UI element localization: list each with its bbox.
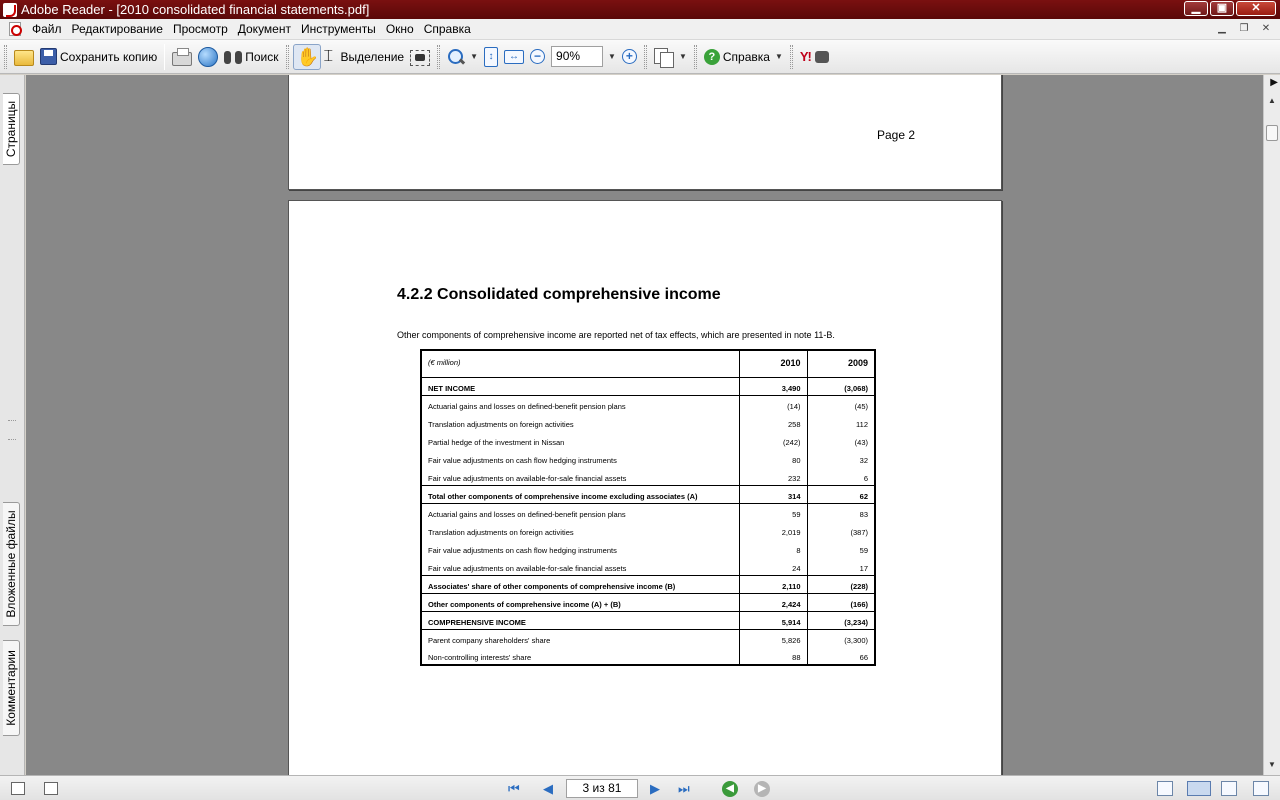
section-heading: 4.2.2 Consolidated comprehensive income (397, 286, 721, 303)
menu-edit[interactable]: Редактирование (71, 21, 163, 36)
document-view[interactable] (26, 75, 1263, 775)
column-header-2009: 2009 (807, 350, 875, 377)
adobe-reader-icon (3, 3, 17, 17)
table-header-row (421, 350, 875, 377)
pages-icon (654, 48, 674, 66)
value-2009: (387) (807, 521, 875, 539)
toolbar-grip[interactable] (437, 45, 440, 69)
document-window-controls (1214, 22, 1274, 36)
next-page-icon[interactable]: ▶ (650, 781, 660, 796)
chevron-down-icon[interactable]: ▼ (678, 52, 687, 61)
value-2010: 59 (739, 503, 807, 521)
binoculars-icon (224, 49, 242, 65)
value-2009: (3,300) (807, 629, 875, 647)
plus-icon: + (622, 49, 637, 64)
window-title: Adobe Reader - [2010 consolidated financial statements.pdf] (21, 2, 370, 17)
help-label: Справка (722, 49, 770, 64)
save-copy-label: Сохранить копию (60, 49, 158, 64)
value-2010: 2,424 (739, 593, 807, 611)
toolbar (0, 40, 1280, 74)
value-2009: 62 (807, 485, 875, 503)
navigation-panel (0, 75, 25, 775)
tab-attachments-label: Вложенные файлы (4, 510, 18, 618)
select-tool-button[interactable] (321, 44, 408, 70)
email-globe-icon (198, 47, 218, 67)
fit-page-icon: ↕ (484, 47, 498, 67)
value-2009: 83 (807, 503, 875, 521)
chevron-down-icon[interactable]: ▼ (608, 52, 616, 61)
open-button[interactable] (11, 44, 37, 70)
value-2010: 80 (739, 449, 807, 467)
value-2009: 17 (807, 557, 875, 575)
help-button[interactable] (701, 44, 786, 70)
panel-toggle-icon[interactable]: ▶ (1270, 77, 1278, 88)
table-row (421, 377, 875, 395)
scroll-thumb[interactable] (1266, 125, 1278, 141)
row-label: Translation adjustments on foreign activities (428, 528, 574, 537)
page-number-label: Page 2 (877, 128, 916, 142)
minus-icon: − (530, 49, 545, 64)
toolbar-grip[interactable] (694, 45, 697, 69)
row-label: NET INCOME (421, 377, 739, 395)
save-copy-button[interactable] (37, 44, 160, 70)
continuous-facing-icon[interactable] (1253, 781, 1269, 796)
value-2010: 314 (739, 485, 807, 503)
row-label: Non-controlling interests' share (428, 653, 532, 662)
print-button[interactable] (169, 44, 195, 70)
value-2009: 59 (807, 539, 875, 557)
menu-file[interactable]: Файл (32, 21, 62, 36)
tab-pages[interactable] (3, 93, 20, 165)
vertical-scrollbar[interactable] (1263, 75, 1280, 775)
fit-width-icon: ↔ (504, 50, 524, 64)
section-note: Other components of comprehensive income are reported net of tax effects, which are presented in note 11-B. (397, 330, 835, 340)
forward-icon[interactable]: ▶ (754, 781, 770, 797)
value-2009: 112 (807, 413, 875, 431)
value-2010: 2,110 (739, 575, 807, 593)
row-label: Fair value adjustments on cash flow hedging instruments (428, 456, 617, 465)
back-icon[interactable]: ◀ (722, 781, 738, 797)
row-label: Fair value adjustments on available-for-sale financial assets (428, 563, 627, 573)
toolbar-grip[interactable] (4, 45, 7, 69)
value-2010: 258 (739, 413, 807, 431)
page-number-input[interactable]: 3 из 81 (566, 779, 638, 798)
value-2010: (14) (739, 395, 807, 413)
value-2010: 232 (739, 467, 807, 485)
doc-close-button[interactable]: ✕ (1261, 23, 1271, 34)
previous-page-icon[interactable]: ◀ (543, 781, 553, 796)
table-row (421, 413, 875, 431)
table-row (421, 539, 875, 557)
page-thumbnail-icon[interactable] (11, 782, 25, 795)
single-page-icon[interactable] (1157, 781, 1173, 796)
magnifier-icon (447, 48, 465, 66)
tab-pages-label: Страницы (4, 100, 18, 158)
title-bar (0, 0, 1280, 19)
value-2009: (43) (807, 431, 875, 449)
row-label: COMPREHENSIVE INCOME (421, 611, 739, 629)
table-row (421, 485, 875, 503)
zoom-input[interactable]: 90% (551, 46, 603, 67)
table-row (421, 647, 875, 665)
value-2009: (3,234) (807, 611, 875, 629)
value-2009: 6 (807, 467, 875, 485)
table-row (421, 503, 875, 521)
continuous-page-icon[interactable] (1187, 781, 1211, 796)
column-header-2010: 2010 (739, 350, 807, 377)
row-label: Translation adjustments on foreign activities (428, 420, 574, 429)
save-icon (40, 48, 57, 65)
toolbar-separator (164, 44, 165, 70)
value-2010: 3,490 (739, 377, 807, 395)
printer-icon (172, 52, 192, 66)
pages-menu-button[interactable] (651, 44, 690, 70)
first-page-icon[interactable]: ⏮ (508, 781, 520, 796)
row-label: Parent company shareholders' share (421, 629, 739, 647)
menu-view[interactable]: Просмотр (172, 21, 228, 36)
tab-comments-label: Комментарии (4, 650, 18, 726)
zoom-in-button[interactable] (619, 44, 640, 70)
value-2010: (242) (739, 431, 807, 449)
menu-tools[interactable]: Инструменты (300, 21, 376, 36)
value-2010: 5,826 (739, 629, 807, 647)
table-row (421, 449, 875, 467)
toolbar-grip[interactable] (790, 45, 793, 69)
fit-page-button[interactable] (481, 44, 501, 70)
value-2009: (3,068) (807, 377, 875, 395)
doc-minimize-button[interactable]: ▁ (1218, 23, 1226, 34)
doc-restore-button[interactable]: ❐ (1239, 23, 1249, 34)
comprehensive-income-table (420, 349, 876, 666)
document-menu-icon[interactable] (9, 22, 21, 36)
help-icon: ? (704, 49, 720, 65)
table-row (421, 611, 875, 629)
text-cursor-icon: ⌶ (323, 47, 334, 65)
row-label: Actuarial gains and losses on defined-benefit pension plans (421, 395, 739, 413)
table-row (421, 467, 875, 485)
binoculars-icon (815, 51, 829, 63)
table-row (421, 521, 875, 539)
row-label: Fair value adjustments on cash flow hedging instruments (428, 546, 617, 555)
minimize-button[interactable]: ▁ (1184, 1, 1208, 16)
fit-width-button[interactable] (501, 44, 527, 70)
table-row (421, 557, 875, 575)
value-2009: 66 (807, 647, 875, 665)
value-2010: 2,019 (739, 521, 807, 539)
chevron-down-icon[interactable]: ▼ (774, 52, 783, 61)
page-3 (288, 200, 1002, 775)
zoom-select[interactable] (548, 44, 619, 70)
value-2010: 8 (739, 539, 807, 557)
yahoo-icon: Y! (799, 49, 811, 64)
snapshot-button[interactable] (407, 44, 433, 70)
menu-bar (0, 19, 1280, 40)
menu-help[interactable]: Справка (423, 21, 471, 36)
yahoo-toolbar-button[interactable] (797, 44, 832, 70)
page-2 (288, 75, 1002, 190)
zoom-out-button[interactable] (527, 44, 548, 70)
row-label: Total other components of comprehensive income excluding associates (A) (421, 485, 739, 503)
table-row (421, 575, 875, 593)
select-label: Выделение (340, 49, 405, 64)
value-2009: (166) (807, 593, 875, 611)
table-row (421, 629, 875, 647)
maximize-button[interactable]: ▣ (1210, 1, 1234, 16)
tab-comments[interactable] (3, 640, 20, 736)
folder-icon (14, 50, 34, 66)
row-label: Associates' share of other components of comprehensive income (B) (421, 575, 739, 593)
table-unit-label: (€ million) (428, 358, 461, 368)
document-properties-icon[interactable] (44, 782, 58, 795)
row-label: Partial hedge of the investment in Nissan (428, 438, 565, 447)
last-page-icon[interactable]: ⏭ (678, 781, 690, 796)
table-row (421, 395, 875, 413)
facing-pages-icon[interactable] (1221, 781, 1237, 796)
hand-icon: ✋ (296, 46, 319, 67)
close-button[interactable]: ✕ (1236, 1, 1276, 16)
zoom-in-tool-button[interactable] (444, 44, 481, 70)
value-2009: 32 (807, 449, 875, 467)
tab-attachments[interactable] (3, 502, 20, 626)
search-label: Поиск (245, 49, 279, 64)
value-2009: (45) (807, 395, 875, 413)
value-2010: 5,914 (739, 611, 807, 629)
value-2009: (228) (807, 575, 875, 593)
row-label: Other components of comprehensive income (A) + (B) (421, 593, 739, 611)
scroll-down-arrow[interactable]: ▼ (1268, 760, 1276, 769)
scroll-up-arrow[interactable]: ▲ (1268, 96, 1276, 105)
search-button[interactable] (221, 44, 281, 70)
panel-grip[interactable] (8, 420, 16, 440)
value-2010: 88 (739, 647, 807, 665)
window-controls (1184, 1, 1276, 16)
email-button[interactable] (195, 44, 221, 70)
toolbar-grip[interactable] (286, 45, 289, 69)
row-label: Actuarial gains and losses on defined-benefit pension plans (421, 503, 739, 521)
table-row (421, 431, 875, 449)
camera-icon (410, 50, 430, 66)
chevron-down-icon[interactable]: ▼ (470, 52, 479, 61)
status-bar (0, 775, 1280, 800)
menu-window[interactable]: Окно (385, 21, 414, 36)
value-2010: 24 (739, 557, 807, 575)
menu-document[interactable]: Документ (237, 21, 291, 36)
table-row (421, 593, 875, 611)
toolbar-grip[interactable] (644, 45, 647, 69)
hand-tool-button[interactable] (293, 44, 321, 70)
row-label: Fair value adjustments on available-for-sale financial assets (428, 473, 627, 483)
